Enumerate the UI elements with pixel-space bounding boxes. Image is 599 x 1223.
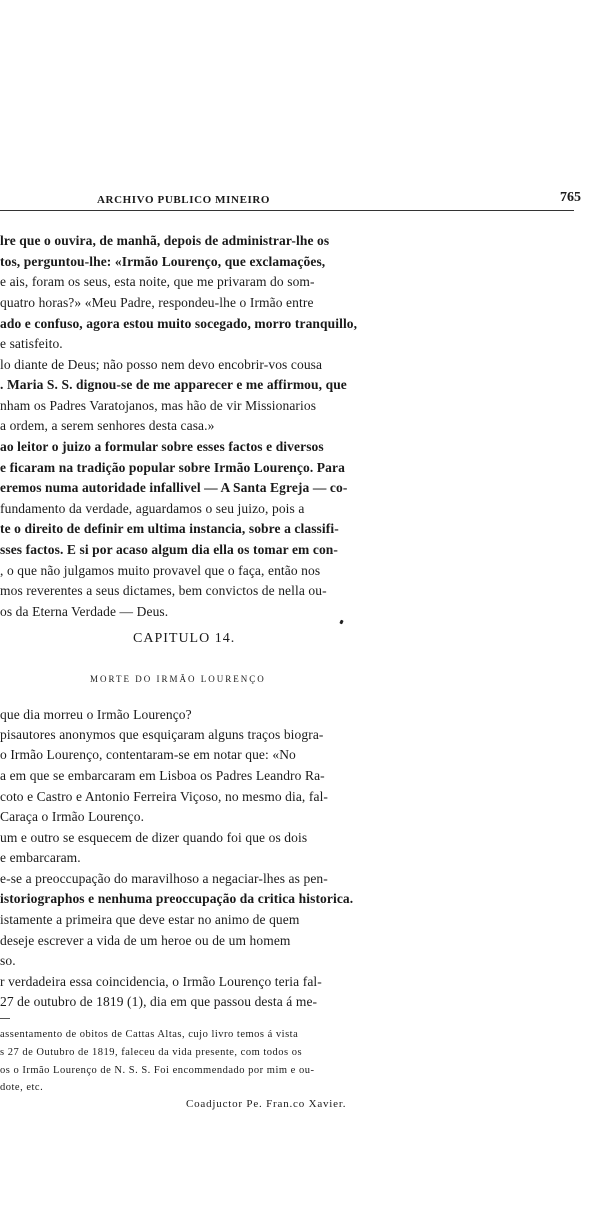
text-line: e satisfeito.: [0, 336, 63, 351]
chapter-title: CAPITULO 14.: [133, 631, 236, 646]
page-number: 765: [560, 190, 581, 205]
text-line: lo diante de Deus; não posso nem devo encobrir-vos cousa: [0, 357, 323, 372]
footnote-rule: [0, 1018, 10, 1019]
running-title: ARCHIVO PUBLICO MINEIRO: [97, 194, 271, 206]
text-line: o Irmão Lourenço, contentaram-se em notar que: «No: [0, 747, 296, 762]
text-line: istoriographos e nenhuma preoccupação da critica historica.: [0, 891, 354, 906]
text-line: te o direito de definir em ultima instancia, sobre a classifi-: [0, 521, 339, 536]
text-line: e ficaram na tradição popular sobre Irmão Lourenço. Para: [0, 460, 345, 475]
footnote-line: assentamento de obitos de Cattas Altas, cujo livro temos á vista: [0, 1029, 299, 1040]
text-line: quatro horas?» «Meu Padre, respondeu-lhe o Irmão entre: [0, 295, 314, 310]
text-line: e embarcaram.: [0, 850, 81, 865]
text-line: a em que se embarcaram em Lisboa os Padres Leandro Ra-: [0, 768, 325, 783]
text-line: ao leitor o juizo a formular sobre esses factos e diversos: [0, 439, 324, 454]
text-line: ado e confuso, agora estou muito socegado, morro tranquillo,: [0, 316, 358, 331]
text-line: tos, perguntou-lhe: «Irmão Lourenço, que exclamações,: [0, 254, 326, 269]
text-line: 27 de outubro de 1819 (1), dia em que passou desta á me-: [0, 994, 318, 1009]
footnote-line: s 27 de Outubro de 1819, faleceu da vida presente, com todos os: [0, 1047, 303, 1058]
footnote-line: dote, etc.: [0, 1082, 44, 1093]
text-line: mos reverentes a seus dictames, bem convictos de nella ou-: [0, 583, 327, 598]
text-line: so.: [0, 953, 16, 968]
text-line: coto e Castro e Antonio Ferreira Viçoso, no mesmo dia, fal-: [0, 789, 329, 804]
footnote-signature: Coadjuctor Pe. Fran.co Xavier.: [186, 1098, 347, 1110]
text-line: , o que não julgamos muito provavel que o faça, então nos: [0, 563, 321, 578]
text-line: e-se a preoccupação do maravilhoso a negaciar-lhes as pen-: [0, 871, 328, 886]
page-header: [0, 190, 599, 212]
text-line: deseje escrever a vida de um heroe ou de um homem: [0, 933, 291, 948]
text-line: r verdadeira essa coincidencia, o Irmão Lourenço teria fal-: [0, 974, 322, 989]
text-line: fundamento da verdade, aguardamos o seu juizo, pois a: [0, 501, 305, 516]
text-line: eremos numa autoridade infallivel — A Santa Egreja — co-: [0, 480, 348, 495]
footnote-line: os o Irmão Lourenço de N. S. S. Foi encommendado por mim e ou-: [0, 1065, 315, 1076]
text-line: os da Eterna Verdade — Deus.: [0, 604, 169, 619]
text-line: um e outro se esquecem de dizer quando foi que os dois: [0, 830, 308, 845]
text-line: a ordem, a serem senhores desta casa.»: [0, 418, 215, 433]
chapter-subtitle: MORTE DO IRMÃO LOURENÇO: [90, 674, 266, 684]
text-line: istamente a primeira que deve estar no animo de quem: [0, 912, 300, 927]
text-line: lre que o ouvira, de manhã, depois de administrar-lhe os: [0, 233, 330, 248]
text-line: . Maria S. S. dignou-se de me apparecer e me affirmou, que: [0, 377, 347, 392]
text-line: Caraça o Irmão Lourenço.: [0, 809, 145, 824]
text-line: sses factos. E si por acaso algum dia ella os tomar em con-: [0, 542, 339, 557]
text-line: nham os Padres Varatojanos, mas hão de vir Missionarios: [0, 398, 317, 413]
header-rule: [0, 210, 574, 211]
text-line: que dia morreu o Irmão Lourenço?: [0, 707, 192, 722]
text-line: e ais, foram os seus, esta noite, que me privaram do som-: [0, 274, 315, 289]
ink-mark: [339, 620, 343, 625]
text-line: pisautores anonymos que esquiçaram alguns traços biogra-: [0, 727, 324, 742]
